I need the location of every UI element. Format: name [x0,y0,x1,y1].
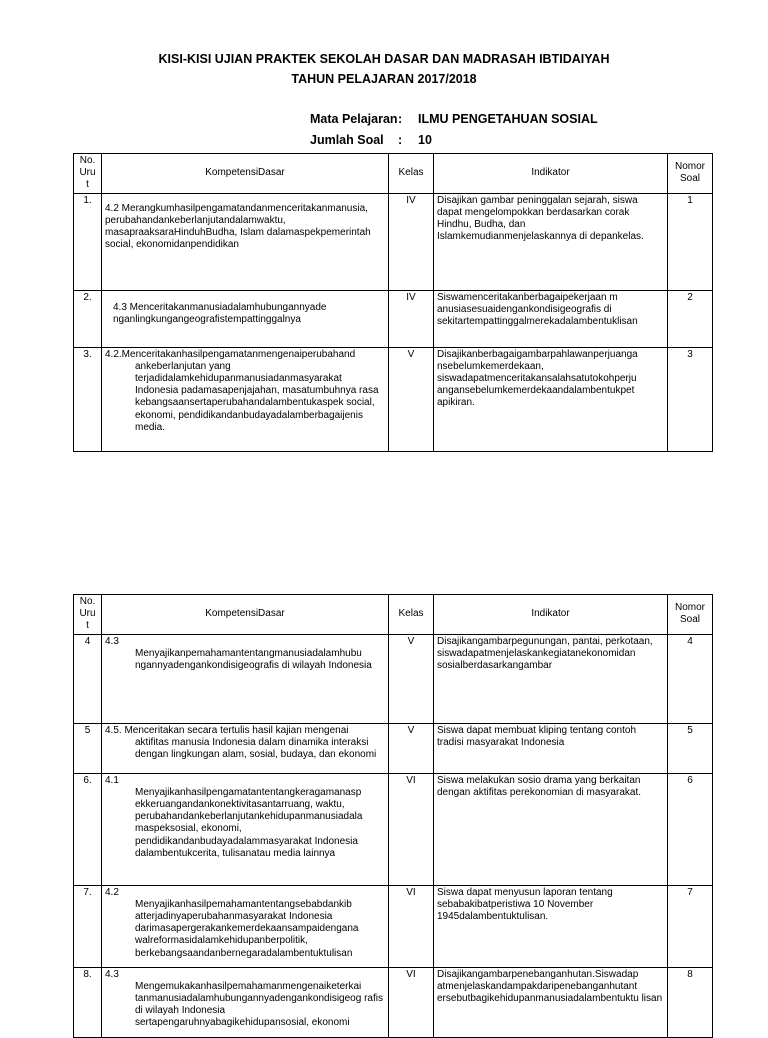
row-indikator: Siswamenceritakanberbagaipekerjaan m anusiasesuaidengankondisigeografis di sekitartempattinggalmerekadalambentuklisan [434,290,668,347]
question-count-value: 10 [418,133,432,147]
table-row [74,634,713,723]
row-nomor: 5 [668,723,713,773]
table-row [74,967,713,1037]
row-kd [102,347,389,451]
col-nomor-soal: Nomor Soal [668,595,713,635]
row-no: 1. [74,193,102,290]
row-no: 3. [74,347,102,451]
grid-table-1 [73,153,713,452]
row-kd [102,193,389,290]
row-nomor: 4 [668,634,713,723]
row-indikator: Disajikanberbagaigambarpahlawanperjuanga nsebelumkemerdekaan, siswadapatmenceritakansalahsatutokohperju angansebelumkemerdekaandalambentukpet apikiran. [434,347,668,451]
kd-text: Menyajikanhasilpengamatantentangkeragamanasp ekkeruangandankonektivitasantarruang, waktu, perubahandankeberlanjutankehidupanmanusiadala maspeksosial, ekonomi, pendidikandanbudayadalammasyarakat Indonesia dalambentukcerita, tulisanatau media lainnya [135,786,363,859]
row-kd [102,723,389,773]
col-kompetensi-dasar: KompetensiDasar [102,154,389,194]
kd-text: Menyajikanpemahamantentangmanusiadalamhubu ngannyadengankondisigeografis di wilayah Indonesia [135,647,372,671]
row-no: 4 [74,634,102,723]
row-indikator: Disajikangambarpenebanganhutan.Siswadap atmenjelaskandampakdaripenebanganhutant ersebutbagikehidupanmanusiadalambentuktu lisan [434,967,668,1037]
row-kd [102,773,389,885]
row-indikator: Siswa dapat menyusun laporan tentang sebabakibatperistiwa 10 November 1945dalambentuktulisan. [434,885,668,967]
table-row [74,885,713,967]
row-no: 5 [74,723,102,773]
row-kelas: V [389,723,434,773]
row-nomor: 3 [668,347,713,451]
table-row [74,347,713,451]
document-title: KISI-KISI UJIAN PRAKTEK SEKOLAH DASAR DAN MADRASAH IBTIDAIYAH [158,52,610,66]
row-kd [102,885,389,967]
row-kelas: VI [389,885,434,967]
col-kompetensi-dasar: KompetensiDasar [102,595,389,635]
kd-text: Menyajikanhasilpemahamantentangsebabdankib atterjadinyaperubahanmasyarakat Indonesia darimasapergerakankemerdekaansampaidengana walreformasidalamkehidupanberpolitik, berkebangsaandanbernegaradalambentuktulisan [135,898,359,959]
col-kelas: Kelas [389,154,434,194]
subject-value: ILMU PENGETAHUAN SOSIAL [418,112,598,126]
col-no: No. Uru t [74,154,102,194]
row-nomor: 6 [668,773,713,885]
row-kd [102,634,389,723]
row-nomor: 1 [668,193,713,290]
row-nomor: 7 [668,885,713,967]
row-no: 6. [74,773,102,885]
table-row [74,193,713,290]
kd-number: 4.1 [105,774,119,786]
table-row [74,723,713,773]
row-kelas: V [389,347,434,451]
row-no: 7. [74,885,102,967]
row-kd [102,290,389,347]
kd-text [105,725,385,762]
kd-number: 4.3 [105,635,119,647]
row-kd [102,967,389,1037]
kd-text-body: Menceritakan secara tertulis hasil kajian mengenai aktifitas manusia Indonesia dalam dinamika interaksi dengan lingkungan alam, sosial, budaya, dan ekonomi [124,724,377,760]
kd-text: 4.2 Merangkumhasilpengamatandanmenceritakanmanusia, perubahandankeberlanjutandalamwaktu, masapraaksaraHinduhBudha, Islam dalamaspekpemerintah social, ekonomidanpendidikan [105,202,371,251]
row-kelas: V [389,634,434,723]
grid-table-2 [73,594,713,1038]
kd-text: 4.2.Menceritakanhasilpengamatanmengenaiperubahand ankeberlanjutan yang terjadidalamkehidupanmanusiadanmasyarakat Indonesia padamasapenjajahan, masatumbuhnya rasa kebangsaansertaperubahandalambentukaspek social, ekonomi, pendidikandanbudayadalamberbagaijenis media. [105,348,379,433]
question-count-row [310,133,432,147]
kd-text: 4.3 Menceritakanmanusiadalamhubungannyade nganlingkungangeografistempattinggalnya [113,301,327,325]
question-count-label: Jumlah Soal [310,133,384,147]
row-no: 8. [74,967,102,1037]
col-nomor-soal: Nomor Soal [668,154,713,194]
row-indikator: Disajikangambarpegunungan, pantai, perkotaan, siswadapatmenjelaskankegiatanekonomidan sosialberdasarkangambar [434,634,668,723]
table-header [74,154,713,194]
col-no: No. Uru t [74,595,102,635]
row-kelas: IV [389,193,434,290]
row-indikator: Disajikan gambar peninggalan sejarah, siswa dapat mengelompokkan berdasarkan corak Hindhu, Budha, dan Islamkemudianmenjelaskannya di depankelas. [434,193,668,290]
subject-label: Mata Pelajaran [310,112,398,126]
row-kelas: VI [389,773,434,885]
col-kelas: Kelas [389,595,434,635]
kd-number: 4.5. [105,724,122,736]
row-indikator: Siswa melakukan sosio drama yang berkaitan dengan aktifitas perekonomian di masyarakat. [434,773,668,885]
subject-colon: : [398,112,403,126]
row-indikator: Siswa dapat membuat kliping tentang contoh tradisi masyarakat Indonesia [434,723,668,773]
document-subtitle: TAHUN PELAJARAN 2017/2018 [291,72,477,86]
table-header [74,595,713,635]
col-indikator: Indikator [434,595,668,635]
row-nomor: 2 [668,290,713,347]
table-row [74,773,713,885]
subject-row [310,112,598,126]
kd-number: 4.3 [105,968,119,980]
kd-text: Mengemukakanhasilpemahamanmengenaiketerkai tanmanusiadalamhubungannyadengankondisigeog rafis di wilayah Indonesia sertapengaruhnyabagikehidupansosial, ekonomi [135,980,383,1029]
kd-number: 4.2 [105,886,119,898]
row-kelas: IV [389,290,434,347]
question-count-colon: : [398,133,403,147]
col-indikator: Indikator [434,154,668,194]
row-nomor: 8 [668,967,713,1037]
row-kelas: VI [389,967,434,1037]
table-row [74,290,713,347]
row-no: 2. [74,290,102,347]
